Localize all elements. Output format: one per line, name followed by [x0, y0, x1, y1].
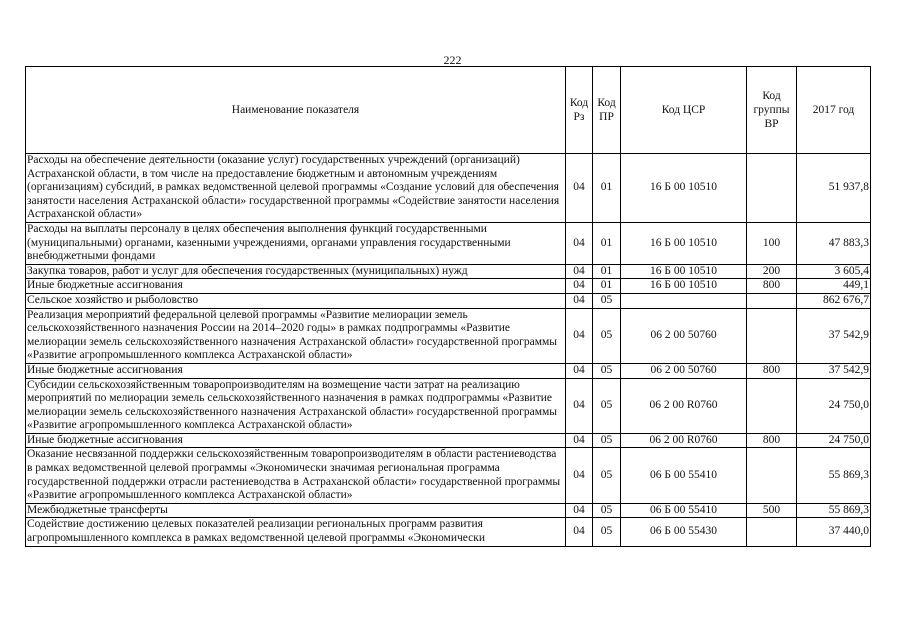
row-pr: 05: [593, 448, 621, 503]
row-sum: 24 750,0: [797, 378, 871, 433]
row-vr: 800: [747, 363, 797, 378]
row-csr: 06 Б 00 55410: [621, 448, 747, 503]
row-pr: 05: [593, 293, 621, 308]
row-name: Иные бюджетные ассигнования: [26, 279, 566, 294]
row-rz: 04: [566, 308, 593, 363]
row-vr: [747, 308, 797, 363]
row-sum: 55 869,3: [797, 503, 871, 518]
row-vr: 500: [747, 503, 797, 518]
row-name: Расходы на выплаты персоналу в целях обеспечения выполнения функций государственными (муниципальными) органами, казенными учреждениями, органами управления государственными внебюджетными фондами: [26, 222, 566, 264]
header-year: 2017 год: [797, 67, 871, 154]
header-vr: Код группы ВР: [747, 67, 797, 154]
row-name: Содействие достижению целевых показателей реализации региональных программ развития агропромышленного комплекса в рамках ведомственной целевой программы «Экономически: [26, 518, 566, 546]
row-csr: 06 2 00 R0760: [621, 378, 747, 433]
row-name: Реализация мероприятий федеральной целевой программы «Развитие мелиорации земель сельскохозяйственного назначения России на 2014–2020 годы» в рамках подпрограммы «Развитие мелиорации земель сельскохозяйственного назначения Астраханской области» государственной программы «Развитие агропромышленного комплекса Астраханской области»: [26, 308, 566, 363]
table-row: [26, 293, 871, 308]
page-number: 222: [443, 53, 462, 67]
row-vr: 200: [747, 264, 797, 279]
row-pr: 05: [593, 433, 621, 448]
row-rz: 04: [566, 363, 593, 378]
row-pr: 05: [593, 518, 621, 546]
row-sum: 37 542,9: [797, 308, 871, 363]
row-vr: [747, 448, 797, 503]
row-csr: [621, 293, 747, 308]
row-sum: 55 869,3: [797, 448, 871, 503]
row-rz: 04: [566, 154, 593, 223]
row-sum: 3 605,4: [797, 264, 871, 279]
row-sum: 862 676,7: [797, 293, 871, 308]
row-name: Межбюджетные трансферты: [26, 503, 566, 518]
table-header-row: [26, 67, 871, 154]
row-name: Сельское хозяйство и рыболовство: [26, 293, 566, 308]
row-vr: [747, 293, 797, 308]
row-csr: 16 Б 00 10510: [621, 279, 747, 294]
row-rz: 04: [566, 279, 593, 294]
row-vr: [747, 518, 797, 546]
table-row: [26, 154, 871, 223]
row-name: Иные бюджетные ассигнования: [26, 433, 566, 448]
table-row: [26, 503, 871, 518]
row-csr: 06 2 00 50760: [621, 363, 747, 378]
row-rz: 04: [566, 503, 593, 518]
row-vr: 800: [747, 433, 797, 448]
table-row: [26, 378, 871, 433]
row-csr: 16 Б 00 10510: [621, 154, 747, 223]
row-sum: 51 937,8: [797, 154, 871, 223]
row-pr: 05: [593, 308, 621, 363]
row-vr: [747, 154, 797, 223]
table-row: [26, 363, 871, 378]
row-csr: 16 Б 00 10510: [621, 264, 747, 279]
row-rz: 04: [566, 433, 593, 448]
row-name: Оказание несвязанной поддержки сельскохозяйственным товаропроизводителям в области растениеводства в рамках ведомственной целевой программы «Экономически значимая региональная программа государственной поддержки отрасли растениеводства в Астраханской области» государственной программы «Развитие агропромышленного комплекса Астраханской области»: [26, 448, 566, 503]
row-rz: 04: [566, 378, 593, 433]
row-pr: 01: [593, 154, 621, 223]
table-row: [26, 308, 871, 363]
row-pr: 01: [593, 264, 621, 279]
row-name: Субсидии сельскохозяйственным товаропроизводителям на возмещение части затрат на реализацию мероприятий по мелиорации земель сельскохозяйственного назначения в рамках подпрограммы «Развитие мелиорации земель сельскохозяйственного назначения Астраханской области» государственной программы «Развитие агропромышленного комплекса Астраханской области»: [26, 378, 566, 433]
row-rz: 04: [566, 293, 593, 308]
table-row: [26, 448, 871, 503]
row-vr: 800: [747, 279, 797, 294]
header-name: Наименование показателя: [26, 67, 566, 154]
row-csr: 06 Б 00 55410: [621, 503, 747, 518]
row-sum: 47 883,3: [797, 222, 871, 264]
table-row: [26, 518, 871, 546]
row-sum: 449,1: [797, 279, 871, 294]
row-name: Иные бюджетные ассигнования: [26, 363, 566, 378]
header-csr: Код ЦСР: [621, 67, 747, 154]
row-sum: 24 750,0: [797, 433, 871, 448]
row-vr: 100: [747, 222, 797, 264]
row-name: Закупка товаров, работ и услуг для обеспечения государственных (муниципальных) нужд: [26, 264, 566, 279]
row-rz: 04: [566, 264, 593, 279]
row-rz: 04: [566, 222, 593, 264]
row-csr: 06 2 00 50760: [621, 308, 747, 363]
row-sum: 37 542,9: [797, 363, 871, 378]
table-row: [26, 433, 871, 448]
row-pr: 01: [593, 279, 621, 294]
row-rz: 04: [566, 518, 593, 546]
row-pr: 05: [593, 363, 621, 378]
row-csr: 06 Б 00 55430: [621, 518, 747, 546]
row-pr: 05: [593, 503, 621, 518]
row-name: Расходы на обеспечение деятельности (оказание услуг) государственных учреждений (организаций) Астраханской области, в том числе на предоставление бюджетным и автономным учреждениям (организациям) субсидий, в рамках ведомственной целевой программы «Создание условий для обеспечения занятости населения Астраханской области» государственной программы «Содействие занятости населения Астраханской области»: [26, 154, 566, 223]
row-pr: 01: [593, 222, 621, 264]
row-pr: 05: [593, 378, 621, 433]
header-pr: Код ПР: [593, 67, 621, 154]
header-rz: Код Рз: [566, 67, 593, 154]
row-vr: [747, 378, 797, 433]
table-row: [26, 279, 871, 294]
budget-table: [25, 66, 871, 547]
table-row: [26, 264, 871, 279]
row-csr: 16 Б 00 10510: [621, 222, 747, 264]
row-csr: 06 2 00 R0760: [621, 433, 747, 448]
row-sum: 37 440,0: [797, 518, 871, 546]
row-rz: 04: [566, 448, 593, 503]
table-row: [26, 222, 871, 264]
